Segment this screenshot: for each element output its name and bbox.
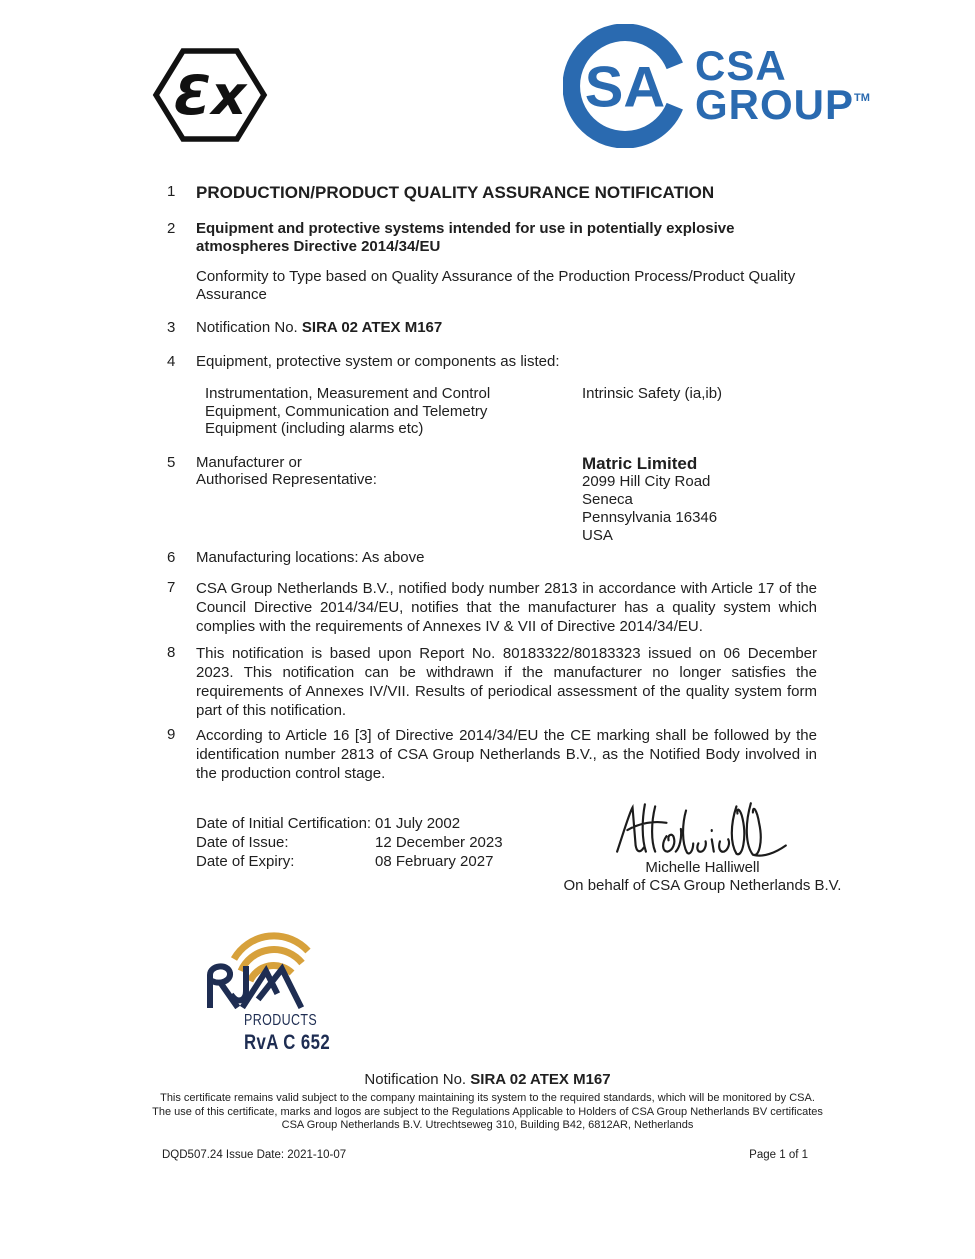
section-9 (167, 726, 817, 783)
fine-print-line3: CSA Group Netherlands B.V. Utrechtseweg 310, Building B42, 6812AR, Netherlands (281, 1119, 694, 1131)
date-initial-label: Date of Initial Certification: (196, 815, 372, 832)
section-3-number: 3 (167, 319, 176, 336)
csa-monogram-letters: SA (584, 55, 666, 120)
rva-accreditation-logo (194, 929, 352, 1055)
section-6-number: 6 (167, 548, 176, 566)
section-5-number: 5 (167, 453, 176, 471)
date-initial-value: 01 July 2002 (375, 815, 461, 832)
date-issue-label: Date of Issue: (196, 834, 289, 851)
signatory-on-behalf: On behalf of CSA Group Netherlands B.V. (563, 877, 842, 894)
rva-mark-icon (194, 929, 330, 1009)
signature-icon (613, 797, 793, 861)
date-expiry-value: 08 February 2027 (375, 853, 494, 870)
protection-concept: Intrinsic Safety (ia,ib) (582, 385, 723, 402)
ex-glyph: Ɛx (173, 64, 247, 127)
page-number: Page 1 of 1 (749, 1149, 808, 1161)
signature-block (545, 797, 860, 895)
page-footer (162, 1149, 808, 1161)
csa-wordmark-line2 (695, 81, 870, 128)
manufacturer-label-line2: Authorised Representative: (196, 471, 377, 488)
signature-path (617, 803, 786, 855)
section-7-number: 7 (167, 579, 176, 596)
notification-number-line (196, 319, 817, 337)
dates-indent (167, 814, 196, 871)
signatory-name: Michelle Halliwell (645, 859, 760, 876)
report-basis-statement: This notification is based upon Report No. 80183322/80183323 issued on 06 December 2023. This notification can be withdrawn if the manufacturer no longer satisfies the requirements of Annexes IV/VII. Results of periodical assessment of the quality system form part of this notification. (196, 645, 817, 719)
bottom-notification-number: SIRA 02 ATEX M167 (470, 1071, 611, 1088)
section-9-number: 9 (167, 726, 176, 743)
certificate-body (167, 183, 817, 871)
section-4 (167, 353, 817, 438)
bottom-block (0, 1071, 975, 1133)
ce-marking-statement: According to Article 16 [3] of Directive 2014/34/EU the CE marking shall be followed by the identification number 2813 of CSA Group Netherlands B.V., as the Notified Body involved in the production control stage. (196, 727, 817, 782)
section-2-number: 2 (167, 220, 176, 237)
address-line: Pennsylvania 16346 (582, 508, 718, 526)
address-line: USA (582, 526, 613, 544)
address-line: 2099 Hill City Road (582, 472, 711, 490)
bottom-notification-prefix: Notification No. (364, 1071, 471, 1088)
section-3 (167, 319, 817, 337)
notification-number-value: SIRA 02 ATEX M167 (301, 319, 443, 336)
manufacturer-name: Matric Limited (582, 453, 698, 473)
rva-products-label: PRODUCTS (244, 1012, 318, 1029)
date-issue-value: 12 December 2023 (375, 834, 503, 851)
section-8-number: 8 (167, 644, 176, 661)
csa-group-logo (563, 24, 870, 148)
csa-wordmark-line1: CSA (695, 42, 787, 90)
address-line: Seneca (582, 490, 633, 508)
section-1-number: 1 (167, 183, 176, 200)
fine-print-line2: The use of this certificate, marks and logos are subject to the Regulations Applicable to Holders of CSA Group Netherlands BV certificates (152, 1105, 823, 1118)
csa-wordmark (695, 42, 870, 128)
atex-ex-logo (152, 42, 268, 153)
manufacturer-label (196, 454, 582, 545)
section-6 (167, 549, 817, 567)
section-2 (167, 220, 817, 303)
csa-wordmark-group: GROUP (695, 81, 855, 128)
section-1 (167, 183, 817, 203)
section-5 (167, 454, 817, 545)
section-8 (167, 644, 817, 720)
atex-hexagon-icon (152, 42, 268, 148)
fine-print-line1: This certificate remains valid subject to the company maintaining its system to the required standards, which will be monitored by CSA. (160, 1092, 815, 1104)
document-reference: DQD507.24 Issue Date: 2021-10-07 (162, 1149, 347, 1161)
notification-number-label: Notification No. (196, 319, 302, 336)
directive-title: Equipment and protective systems intended for use in potentially explosive atmospheres Directive 2014/34/EU (196, 220, 735, 255)
equipment-description: Instrumentation, Measurement and Control Equipment, Communication and Telemetry Equipment (including alarms etc) (205, 385, 491, 437)
conformity-subtitle: Conformity to Type based on Quality Assurance of the Production Process/Product Quality Assurance (196, 268, 796, 303)
trademark-symbol: TM (854, 92, 870, 104)
section-7 (167, 579, 817, 636)
rva-code-label: RvA C 652 (244, 1031, 331, 1054)
manufacturing-locations: Manufacturing locations: As above (196, 548, 425, 566)
manufacturer-label-line1: Manufacturer or (196, 453, 302, 471)
equipment-list-title: Equipment, protective system or components as listed: (196, 352, 560, 370)
bottom-notification-line (0, 1071, 975, 1088)
section-4-number: 4 (167, 352, 176, 370)
manufacturer-address (582, 454, 817, 545)
csa-monogram-icon (563, 24, 687, 148)
date-expiry-label: Date of Expiry: (196, 853, 295, 870)
certificate-title: PRODUCTION/PRODUCT QUALITY ASSURANCE NOTIFICATION (196, 183, 715, 202)
notified-body-statement: CSA Group Netherlands B.V., notified body number 2813 in accordance with Article 17 of the Council Directive 2014/34/EU, notifies that the manufacturer has a quality system which complies with the requirements of Annexes IV & VII of Directive 2014/34/EU. (196, 580, 817, 635)
